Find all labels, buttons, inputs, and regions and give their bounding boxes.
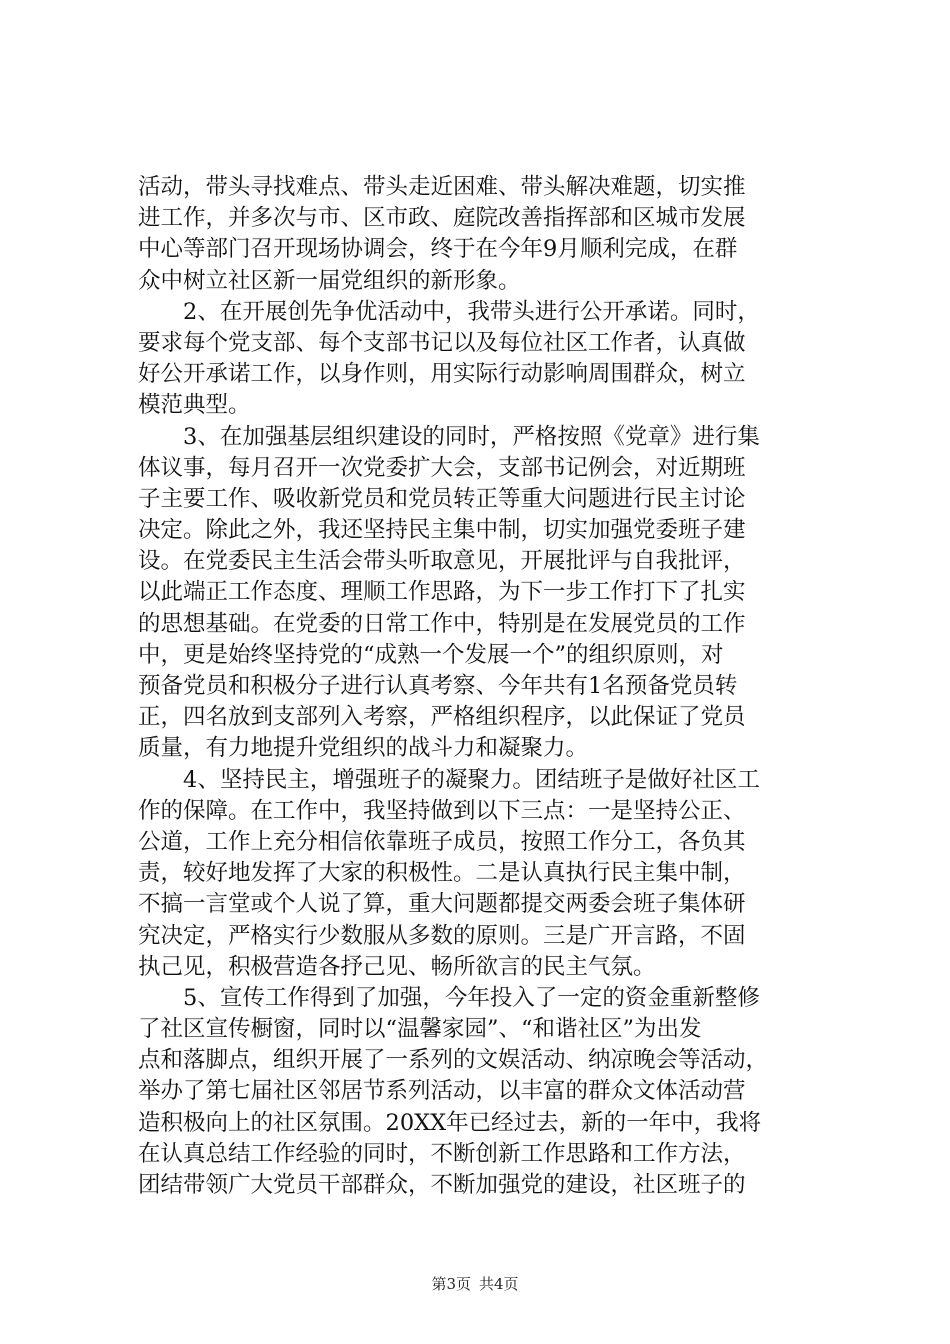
text-line: 究决定，严格实行少数服从多数的原则。三是广开言路，不固 (138, 922, 746, 949)
text-line: 3、在加强基层组织建设的同时，严格按照《党章》进行集 (138, 423, 760, 450)
text-line: 子主要工作、吸收新党员和党员转正等重大问题进行民主讨论 (138, 485, 746, 512)
text-line: 模范典型。 (138, 392, 251, 419)
text-line: 预备党员和积极分子进行认真考察、今年共有1名预备党员转 (138, 673, 738, 699)
text-line: 点和落脚点，组织开展了一系列的文娱活动、纳凉晚会等活动， (138, 1047, 769, 1074)
text-line: 中心等部门召开现场协调会，终于在今年9月顺利完成，在群 (138, 236, 738, 263)
text-line: 4、坚持民主，增强班子的凝聚力。团结班子是做好社区工 (138, 766, 760, 793)
text-line: 执己见，积极营造各抒己见、畅所欲言的民主气氛。 (138, 953, 656, 980)
page-footer (0, 1274, 950, 1294)
text-line: 团结带领广大党员干部群众，不断加强党的建设，社区班子的 (138, 1172, 746, 1198)
text-line: 的思想基础。在党委的日常工作中，特别是在发展党员的工作 (138, 610, 746, 637)
text-line: 体议事，每月召开一次党委扩大会，支部书记例会，对近期班 (138, 454, 746, 481)
text-line: 2、在开展创先争优活动中，我带头进行公开承诺。同时， (138, 298, 760, 325)
page-total: 共4页 (479, 1275, 519, 1293)
text-line: 不搞一言堂或个人说了算，重大问题都提交两委会班子集体研 (138, 891, 746, 918)
text-line: 造积极向上的社区氛围。20XX年已经过去，新的一年中，我将 (138, 1109, 762, 1136)
text-line: 好公开承诺工作，以身作则，用实际行动影响周围群众，树立 (138, 361, 746, 388)
text-line: 在认真总结工作经验的同时，不断创新工作思路和工作方法， (138, 1140, 746, 1167)
text-line: 质量，有力地提升党组织的战斗力和凝聚力。 (138, 735, 589, 762)
text-line: 要求每个党支部、每个支部书记以及每位社区工作者，认真做 (138, 329, 746, 356)
text-line: 决定。除此之外，我还坚持民主集中制，切实加强党委班子建 (138, 517, 746, 544)
document-body (138, 172, 818, 1201)
text-line: 了社区宣传橱窗，同时以“温馨家园”、“和谐社区”为出发 (138, 1016, 702, 1043)
text-line: 以此端正工作态度、理顺工作思路，为下一步工作打下了扎实 (138, 579, 746, 606)
text-line: 进工作，并多次与市、区市政、庭院改善指挥部和区城市发展 (138, 205, 746, 232)
text-line: 公道，工作上充分相信依靠班子成员，按照工作分工，各负其 (138, 828, 746, 855)
text-line: 5、宣传工作得到了加强，今年投入了一定的资金重新整修 (138, 984, 760, 1011)
page-number: 第3页 (431, 1275, 471, 1293)
text-line: 责，较好地发挥了大家的积极性。二是认真执行民主集中制， (138, 860, 746, 887)
text-line: 正，四名放到支部列入考察，严格组织程序，以此保证了党员 (138, 704, 746, 731)
text-line: 活动，带头寻找难点、带头走近困难、带头解决难题，切实推 (138, 174, 746, 200)
text-line: 作的保障。在工作中，我坚持做到以下三点：一是坚持公正、 (138, 797, 746, 824)
text-line: 中，更是始终坚持党的“成熟一个发展一个”的组织原则，对 (138, 641, 724, 668)
text-line: 设。在党委民主生活会带头听取意见，开展批评与自我批评， (138, 548, 746, 575)
text-line: 众中树立社区新一届党组织的新形象。 (138, 267, 521, 294)
text-line: 举办了第七届社区邻居节系列活动，以丰富的群众文体活动营 (138, 1078, 746, 1105)
